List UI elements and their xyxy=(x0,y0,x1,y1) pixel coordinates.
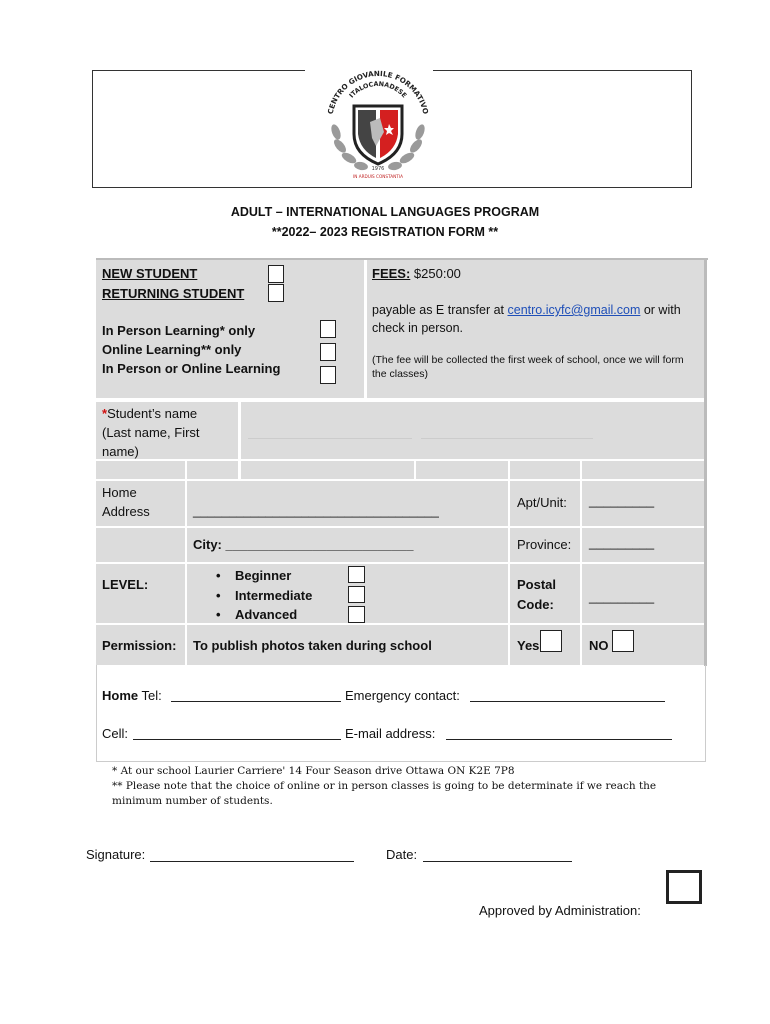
fees-amount: $250:00 xyxy=(410,266,461,281)
beginner-label: Beginner xyxy=(235,568,292,583)
beginner-checkbox[interactable] xyxy=(348,566,365,583)
home-tel-bold: Home xyxy=(102,688,139,703)
student-name-line1: Student’s name xyxy=(107,406,198,421)
fees-email-link[interactable]: centro.icyfc@gmail.com xyxy=(507,303,641,317)
home-tel-label xyxy=(102,688,162,703)
new-student-label: NEW STUDENT xyxy=(102,266,198,281)
permission-no-checkbox[interactable] xyxy=(612,630,634,652)
note-line1: * At our school Laurier Carriere' 14 Four Season drive Ottawa ON K2E 7P8 xyxy=(112,765,515,777)
postal-code-field[interactable]: _________ xyxy=(589,589,655,604)
in-person-label: In Person Learning* only xyxy=(102,323,256,338)
note-line3: minimum number of students. xyxy=(112,795,273,807)
date-label: Date: xyxy=(386,847,418,862)
fees-payable-line xyxy=(372,303,681,317)
province-label: Province: xyxy=(517,537,572,552)
permission-no-label: NO xyxy=(589,638,609,653)
signature-label: Signature: xyxy=(86,847,146,862)
student-name-line2: (Last name, First xyxy=(102,425,200,440)
fees-note-line1: (The fee will be collected the first week of school, once we will form xyxy=(372,354,684,366)
home-address-field[interactable]: __________________________________ xyxy=(193,503,439,518)
logo-year: 1976 xyxy=(371,166,385,172)
apt-unit-label: Apt/Unit: xyxy=(517,495,567,510)
contact-box xyxy=(96,665,706,762)
home-tel-field[interactable] xyxy=(171,701,341,702)
in-person-or-online-checkbox[interactable] xyxy=(320,366,336,384)
level-option-advanced: • Advanced xyxy=(216,607,298,622)
form-title-line1: ADULT – INTERNATIONAL LANGUAGES PROGRAM xyxy=(230,205,540,219)
in-person-checkbox[interactable] xyxy=(320,320,336,338)
city-field[interactable]: __________________________ xyxy=(221,537,414,552)
level-label: LEVEL: xyxy=(102,577,149,592)
student-name-line3: name) xyxy=(102,444,139,459)
fees-note-line2: the classes) xyxy=(372,368,429,380)
fees-payable-suffix: or with xyxy=(640,303,681,317)
fees-label: FEES: xyxy=(372,266,411,281)
signature-field[interactable] xyxy=(150,861,354,862)
cell-field[interactable] xyxy=(133,739,341,740)
level-option-beginner: • Beginner xyxy=(216,568,292,583)
home-tel-rest: Tel: xyxy=(138,688,162,703)
logo-sub-text: ITALOCANADESE xyxy=(347,79,409,100)
email-address-label: E-mail address: xyxy=(345,726,436,741)
returning-student-checkbox[interactable] xyxy=(268,284,284,302)
fees-payable-prefix: payable as E transfer at xyxy=(372,303,508,317)
in-person-or-online-label: In Person or Online Learning xyxy=(102,361,281,376)
logo-motto: IN ARDUIS CONSTANTIA xyxy=(353,174,403,179)
name-field-area[interactable] xyxy=(241,402,704,459)
postal-label-line1: Postal xyxy=(517,577,557,592)
new-student-checkbox[interactable] xyxy=(268,265,284,283)
province-field[interactable]: _________ xyxy=(589,535,655,550)
apt-unit-field[interactable]: _________ xyxy=(589,493,655,508)
permission-yes-checkbox[interactable] xyxy=(540,630,562,652)
intermediate-checkbox[interactable] xyxy=(348,586,365,603)
approved-label: Approved by Administration: xyxy=(479,903,641,918)
school-logo xyxy=(318,62,438,182)
level-option-intermediate: • Intermediate xyxy=(216,588,313,603)
online-checkbox[interactable] xyxy=(320,343,336,361)
cell-label: Cell: xyxy=(102,726,129,741)
online-label: Online Learning** only xyxy=(102,342,242,357)
student-name-label xyxy=(102,406,197,421)
first-name-line[interactable] xyxy=(421,438,593,439)
advanced-checkbox[interactable] xyxy=(348,606,365,623)
form-title-line2: **2022– 2023 REGISTRATION FORM ** xyxy=(271,225,499,239)
permission-yes-label: Yes xyxy=(517,638,540,653)
admin-approval-checkbox[interactable] xyxy=(666,870,702,904)
intermediate-label: Intermediate xyxy=(235,588,313,603)
home-address-label-line2: Address xyxy=(102,504,150,519)
note-line2: ** Please note that the choice of online or in person classes is going to be determinate if we reach the xyxy=(112,780,657,792)
permission-label: Permission: xyxy=(102,638,177,653)
home-address-label-line1: Home xyxy=(102,485,137,500)
email-address-field[interactable] xyxy=(446,739,672,740)
city-row xyxy=(193,537,413,552)
last-name-line[interactable] xyxy=(248,438,412,439)
city-label: City: xyxy=(193,537,222,552)
fees-line xyxy=(372,266,461,281)
advanced-label: Advanced xyxy=(235,607,298,622)
required-asterisk: * xyxy=(102,406,108,421)
date-field[interactable] xyxy=(423,861,572,862)
permission-text: To publish photos taken during school xyxy=(193,638,432,653)
emergency-contact-label: Emergency contact: xyxy=(345,688,460,703)
emergency-contact-field[interactable] xyxy=(470,701,665,702)
postal-label-line2: Code: xyxy=(517,597,554,612)
logo-arc-text: CENTRO GIOVANILE FORMATIVO xyxy=(325,68,431,115)
fees-payable-line2: check in person. xyxy=(372,321,464,335)
returning-student-label: RETURNING STUDENT xyxy=(102,286,245,301)
